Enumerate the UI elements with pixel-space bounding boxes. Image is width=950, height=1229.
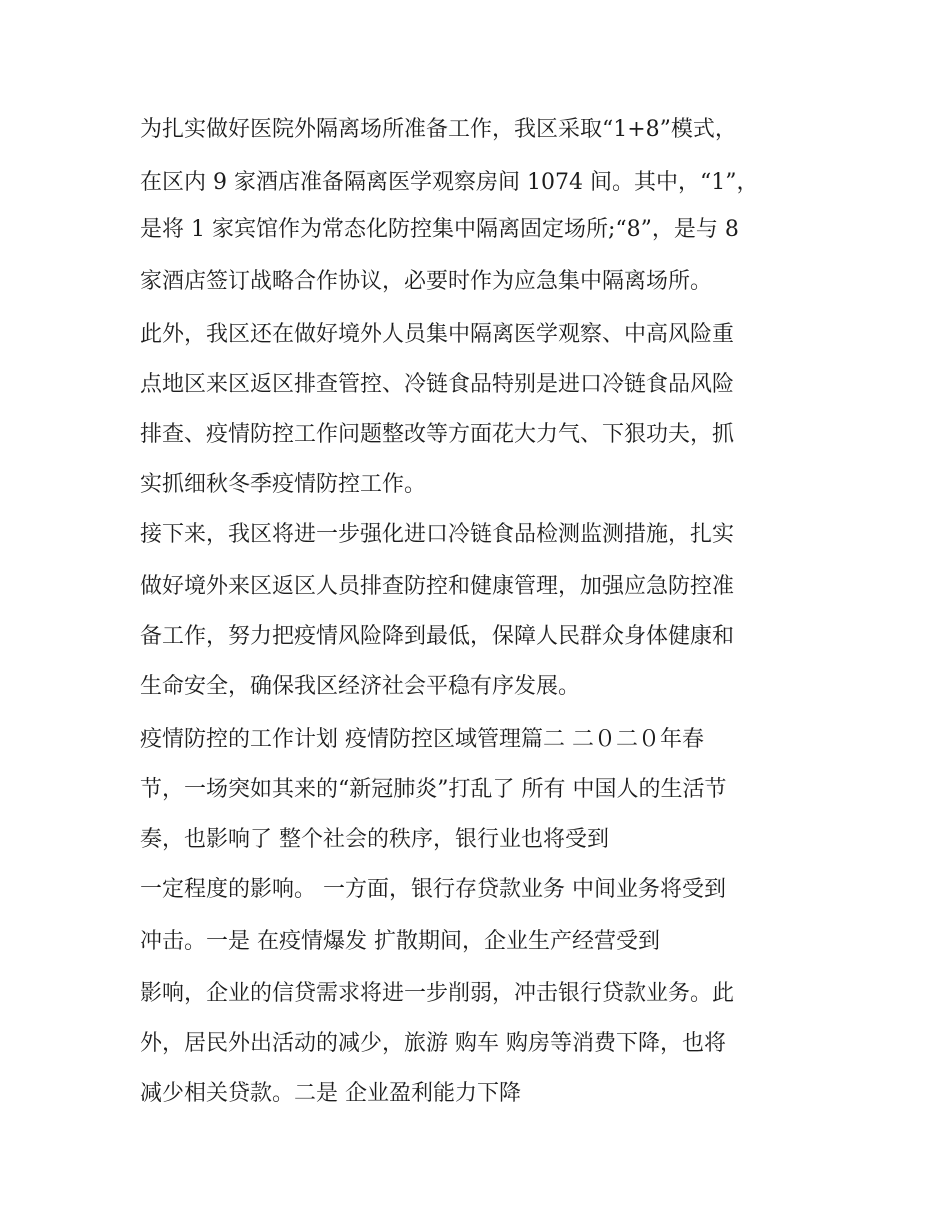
text-line: 实抓细秋冬季疫情防控工作。: [140, 472, 427, 497]
text-line: 接下来，我区将进一步强化进口冷链食品检测监测措施，扎实: [140, 522, 735, 547]
text-line: 一定程度的影响。 一方面，银行存贷款业务 中间业务将受到: [140, 877, 726, 902]
text-line: 影响，企业的信贷需求将进一步削弱，冲击银行贷款业务。此: [140, 981, 735, 1006]
text-line: 节，一场突如其来的“新冠肺炎”打乱了 所有 中国人的生活节: [140, 777, 727, 802]
text-line: 此外，我区还在做好境外人员集中隔离医学观察、中高风险重: [140, 322, 735, 347]
text-line: 减少相关贷款。二是 企业盈利能力下降: [140, 1081, 521, 1106]
text-line: 点地区来区返区排查管控、冷链食品特别是进口冷链食品风险: [140, 372, 735, 397]
text-line: 冲击。一是 在疫情爆发 扩散期间，企业生产经营受到: [140, 929, 660, 954]
text-line: 生命安全，确保我区经济社会平稳有序发展。: [140, 674, 581, 699]
text-line: 排查、疫情防控工作问题整改等方面花大力气、下狠功夫，抓: [140, 422, 735, 447]
text-line: 备工作，努力把疫情风险降到最低，保障人民群众身体健康和: [140, 624, 735, 649]
text-line: 为扎实做好医院外隔离场所准备工作，我区采取“1+8”模式，: [140, 117, 737, 142]
text-line: 疫情防控的工作计划 疫情防控区域管理篇二 二０二０年春: [140, 727, 704, 752]
text-line: 在区内 9 家酒店准备隔离医学观察房间 1074 间。其中，“1”，: [140, 170, 759, 195]
text-line: 做好境外来区返区人员排查防控和健康管理，加强应急防控准: [140, 574, 735, 599]
text-line: 家酒店签订战略合作协议，必要时作为应急集中隔离场所。: [140, 269, 713, 294]
text-line: 是将 1 家宾馆作为常态化防控集中隔离固定场所;“8”，是与 8: [140, 217, 739, 242]
text-line: 奏，也影响了 整个社会的秩序，银行业也将受到: [140, 827, 609, 852]
text-line: 外，居民外出活动的减少，旅游 购车 购房等消费下降，也将: [140, 1031, 726, 1056]
